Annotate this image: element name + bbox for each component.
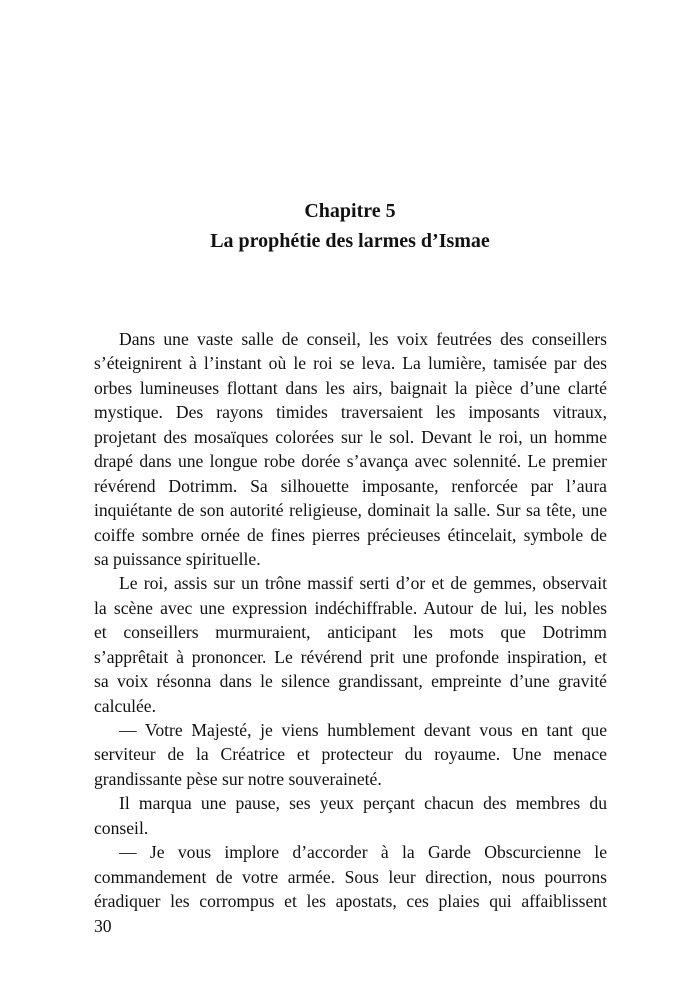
- text-line: grandissante pèse sur notre souveraineté.: [94, 768, 382, 789]
- text-line: Dans une vaste salle de conseil, les voix feutrées des conseillers: [119, 329, 607, 349]
- chapter-title: La prophétie des larmes d’Ismae: [210, 230, 490, 252]
- text-line: calculée.: [94, 695, 157, 716]
- text-line: Il marqua une pause, ses yeux perçant chacun des membres du: [119, 793, 607, 814]
- body-text: [94, 327, 607, 914]
- text-line: s’éteignirent à l’instant où le roi se leva. La lumière, tamisée par des: [94, 353, 607, 374]
- text-line: orbes lumineuses flottant dans les airs, baignait la pièce d’une clarté: [94, 377, 607, 398]
- text-line: — Je vous implore d’accorder à la Garde Obscurcienne le: [119, 842, 607, 863]
- text-line: inquiétante de son autorité religieuse, dominait la salle. Sur sa tête, une: [94, 500, 607, 521]
- text-line: Le roi, assis sur un trône massif serti d’or et de gemmes, observait: [119, 573, 607, 594]
- text-line: conseil.: [94, 817, 149, 838]
- text-line: et conseillers murmuraient, anticipant les mots que Dotrimm: [94, 622, 607, 643]
- paragraph: [94, 571, 607, 718]
- text-line: serviteur de la Créatrice et protecteur du royaume. Une menace: [94, 744, 607, 765]
- text-line: sa voix résonna dans le silence grandissant, empreinte d’une gravité: [94, 671, 607, 692]
- text-line: — Votre Majesté, je viens humblement devant vous en tant que: [119, 720, 607, 740]
- text-line: éradiquer les corrompus et les apostats, ces plaies qui affaiblissent: [94, 891, 607, 912]
- text-line: la scène avec une expression indéchiffrable. Autour de lui, les nobles: [94, 597, 607, 618]
- paragraph: [94, 718, 607, 791]
- paragraph: [94, 840, 607, 913]
- text-line: sa puissance spirituelle.: [94, 548, 261, 569]
- paragraph: [94, 327, 607, 571]
- text-line: projetant des mosaïques colorées sur le sol. Devant le roi, un homme: [94, 426, 607, 447]
- chapter-number: Chapitre 5: [304, 200, 396, 222]
- text-line: s’apprêtait à prononcer. Le révérend prit une profonde inspiration, et: [94, 646, 607, 667]
- paragraph: [94, 791, 607, 840]
- text-line: coiffe sombre ornée de fines pierres précieuses étincelait, symbole de: [94, 524, 607, 545]
- text-line: drapé dans une longue robe dorée s’avança avec solennité. Le premier: [94, 451, 607, 472]
- page-number: 30: [94, 916, 112, 936]
- text-line: commandement de votre armée. Sous leur direction, nous pourrons: [94, 866, 607, 887]
- text-line: révérend Dotrimm. Sa silhouette imposante, renforcée par l’aura: [94, 475, 607, 496]
- text-line: mystique. Des rayons timides traversaient les imposants vitraux,: [94, 402, 607, 423]
